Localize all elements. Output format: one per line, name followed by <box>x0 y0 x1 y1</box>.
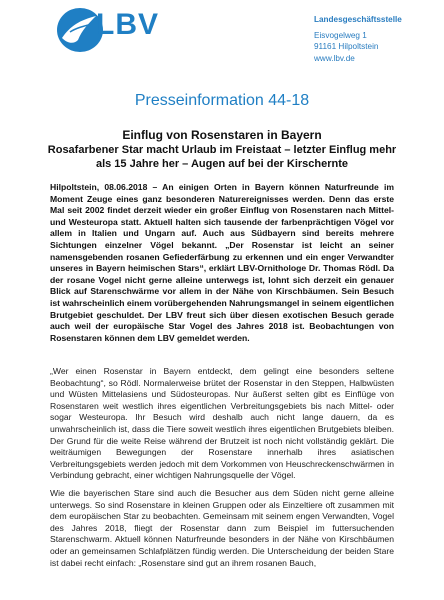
headline-block <box>40 128 404 172</box>
office-name: Landesgeschäftsstelle <box>314 15 402 24</box>
body-paragraph-3: Wie die bayerischen Stare sind auch die Besucher aus dem Süden nicht gerne alleine unterwegs. So sind Rosenstare in kleinen Gruppen oder als Einzeltiere oft zusammen mit dem europäischen Star zu beobachten. Gemeinsam mit seinem engen Verwandten, Vogel des Jahres 2018, fliegt der Rosenstar dann zum Beispiel im futtersuchenden Starenschwarm. Aktuell können Naturfreunde besonders in der Nähe von Kirschbäumen oder an gemeinsamen Schlafplätzen fündig werden. Die Unterscheidung der beiden Stare ist dabei recht einfach: „Rosenstare sind gut an ihrem rosanen Bauch, <box>50 488 394 568</box>
lead-paragraph: Hilpoltstein, 08.06.2018 – An einigen Orten in Bayern können Naturfreunde im Moment Zeuge eines ganz besonderen Naturereignisses werden. Denn das erste Mal seit 2002 findet derzeit wieder ein großer Einflug von Rosenstaren nach Mittel- und Westeuropa statt. Aktuell halten sich tausende der farbenprächtigen Vögel vor allem in Italien und Ungarn auf. Auch aus Südbayern sind bereits mehrere Sichtungen einzelner Vögel bekannt. „Der Rosenstar ist leicht an seiner namensgebenden rosanen Gefiederfärbung zu erkennen und ein enger Verwandter unseres in Bayern heimischen Stars“, erklärt LBV-Ornithologe Dr. Thomas Rödl. Da der rosane Vogel nicht gerne alleine unterwegs ist, lohnt sich derzeit ein genauer Blick auf Starenschwärme vor allem in der Nähe von Kirschbäumen. Sein Besuch ist wahrscheinlich einem vorübergehenden Nahrungsmangel in seinem eigentlichen Brutgebiet geschuldet. Der LBV freut sich über diesen exotischen Besuch gerade auch weil der europäische Star Vogel des Jahres 2018 ist. Beobachtungen von Rosenstaren können dem LBV gemeldet werden. <box>50 182 394 343</box>
press-label: Presseinformation 44-18 <box>134 92 310 109</box>
office-address <box>314 14 402 64</box>
logo-text: LBV <box>96 8 159 41</box>
address-city: 91161 Hilpoltstein <box>314 42 379 51</box>
headline: Einflug von Rosenstaren in Bayern <box>122 128 322 142</box>
subheadline: Rosafarbener Star macht Urlaub im Freistaat – letzter Einflug mehr als 15 Jahre her – Augen auf bei der Kirschernte <box>47 143 397 170</box>
letterhead <box>0 0 444 72</box>
body-paragraph-2: „Wer einen Rosenstar in Bayern entdeckt, dem gelingt eine besonders seltene Beobachtung“, so Rödl. Normalerweise brütet der Rosenstar in den Steppen, Halbwüsten und Wüsten Mittelasiens und Südosteuropas. Nur äußerst selten gibt es Einflüge von Rosenstaren weit westlich ihres eigentlichen Verbreitungsgebiets bis nach Mittel- oder sogar Westeuropa. Ihr Besuch wird deshalb auch nicht lange dauern, da es unwahrscheinlich ist, dass die Tiere soweit westlich ihres eigentlichen Brutgebiets bleiben. Der Grund für die weite Reise während der Brutzeit ist noch nicht vollständig geklärt. Die weiträumigen Bewegungen der Rosenstare innerhalb ihres asiatischen Verbreitungsgebiets werden jedoch mit dem Vorkommen von Heuschreckenschwärmen in Verbindung gebracht, einer wichtigen Nahrungsquelle der Vögel. <box>50 366 394 481</box>
website-link[interactable]: www.lbv.de <box>314 53 355 63</box>
address-street: Eisvogelweg 1 <box>314 30 367 40</box>
